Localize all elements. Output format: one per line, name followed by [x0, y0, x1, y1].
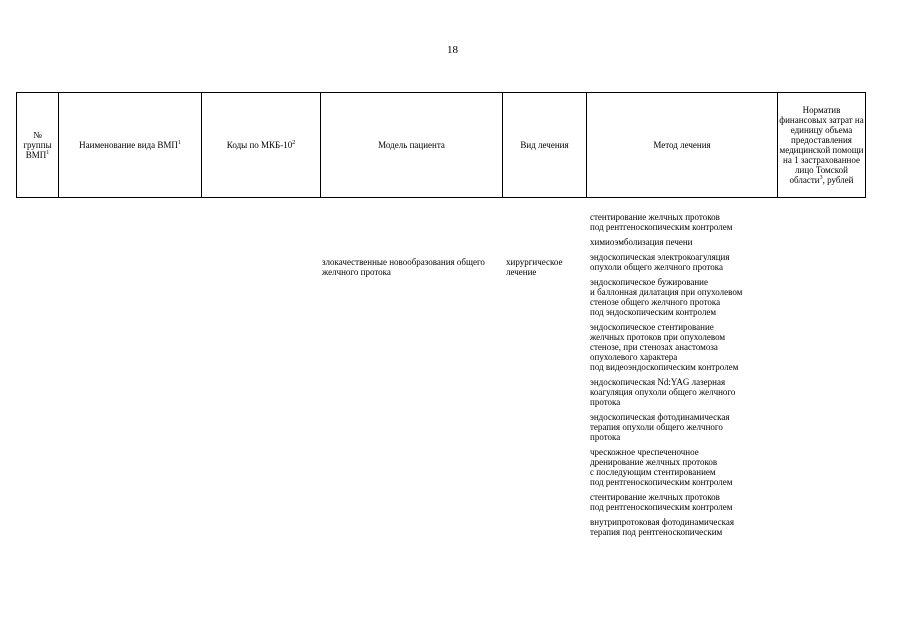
header-model: Модель пациента	[321, 93, 503, 198]
method-item: эндоскопическая электрокоагуляция опухоли общего желчного протока	[590, 252, 730, 272]
header-treatment-type: Вид лечения	[503, 93, 587, 198]
method-item: чрескожное чреспеченочное дренирование желчных протоков с последующим стентированием под рентгеноскопическим контролем	[590, 447, 733, 487]
table-header	[16, 92, 866, 198]
method-item: эндоскопическое бужирование и баллонная дилатация при опухолевом стенозе общего желчного протока под эндоскопическим контролем	[590, 277, 743, 317]
method-item: стентирование желчных протоков под рентгеноскопическим контролем	[590, 212, 733, 232]
header-name: Наименование вида ВМП$^1$	[59, 93, 202, 198]
header-method: Метод лечения	[587, 93, 778, 198]
method-item: внутрипротоковая фотодинамическая терапия под рентгеноскопическим	[590, 517, 734, 537]
header-icd: Коды по МКБ-$10^2$	[202, 93, 321, 198]
method-item: эндоскопическое стентирование желчных протоков при опухолевом стенозе, при стенозах анастомоза опухолевого характера под видеоэндоскопическим контролем	[590, 322, 739, 372]
method-item: химиоэмболизация печени	[590, 237, 693, 247]
method-item: стентирование желчных протоков под рентгеноскопическим контролем	[590, 492, 733, 512]
page-number: 18	[447, 44, 458, 56]
method-list	[590, 212, 790, 542]
method-item: эндоскопическая фотодинамическая терапия опухоли общего желчного протока	[590, 412, 730, 442]
patient-model-cell: злокачественные новообразования общего желчного протока	[322, 257, 485, 277]
treatment-type-cell: хирургическое лечение	[506, 257, 563, 277]
header-group-no: № группы ВМП$^1$	[17, 93, 59, 198]
method-item: эндоскопическая Nd:YAG лазерная коагуляция опухоли общего желчного протока	[590, 377, 736, 407]
header-norm: Норматив финансовых затрат на единицу объема предоставления медицинской помощи на 1 застрахованное лицо Томской области$^3$, рублей	[778, 93, 866, 198]
